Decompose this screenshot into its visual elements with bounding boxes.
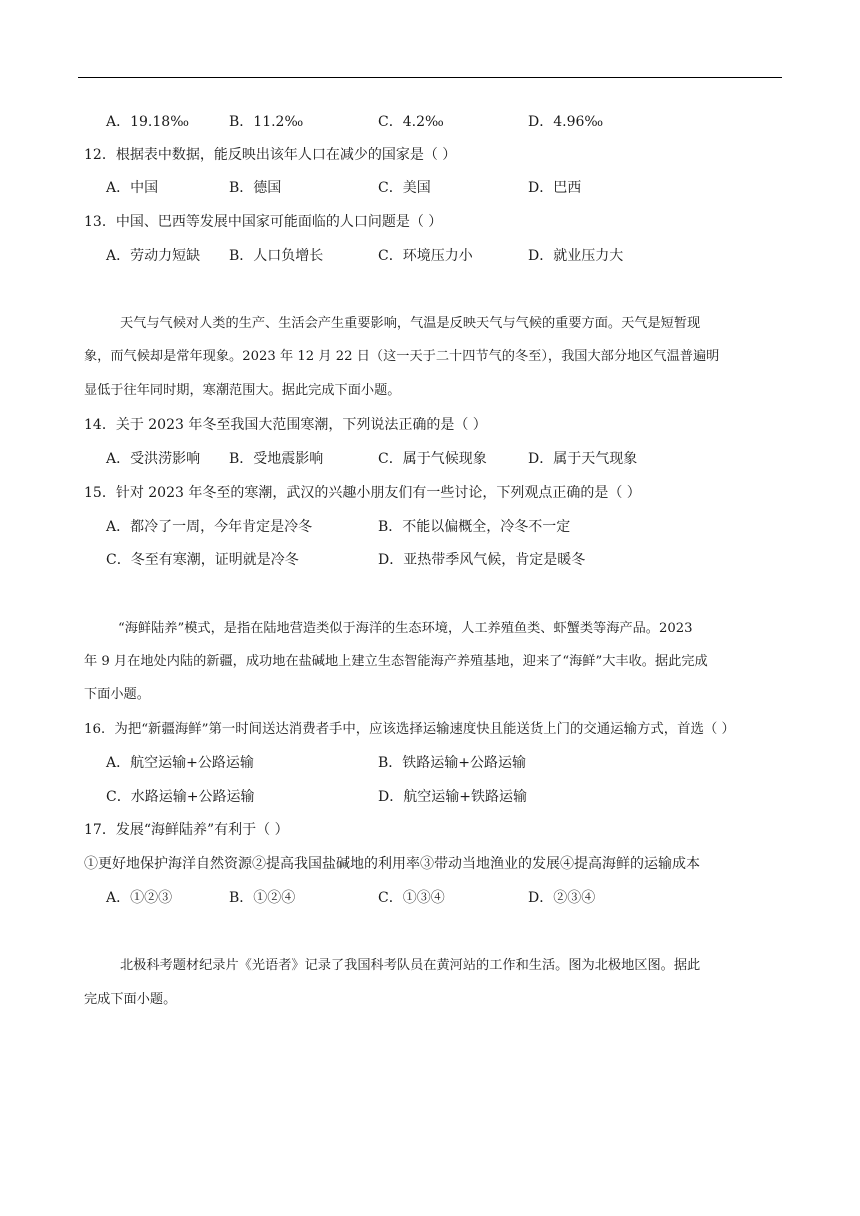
q11-option-c: C．4.2‰	[378, 114, 444, 130]
q12-option-a: A．中国	[106, 180, 159, 196]
q13-option-a: A．劳动力短缺	[106, 248, 201, 264]
q13-option-d: D．就业压力大	[528, 248, 624, 264]
passage2-line-3: 下面小题。	[84, 687, 150, 702]
q17-stem: 17．发展“海鲜陆养”有利于（ ）	[84, 822, 289, 838]
q14-stem: 14．关于 2023 年冬至我国大范围寒潮，下列说法正确的是（ ）	[84, 417, 487, 433]
q17-option-c: C．①③④	[378, 890, 445, 906]
q16-option-a: A．航空运输+公路运输	[106, 755, 254, 771]
q13-stem: 13．中国、巴西等发展中国家可能面临的人口问题是（ ）	[84, 214, 443, 230]
q16-option-b: B．铁路运输+公路运输	[378, 755, 527, 771]
q15-option-a: A．都冷了一周，今年肯定是冷冬	[106, 519, 313, 535]
passage3-line-1: 北极科考题材纪录片《光语者》记录了我国科考队员在黄河站的工作和生活。图为北极地区图。据此	[120, 958, 701, 973]
q16-option-c: C．水路运输+公路运输	[106, 789, 255, 805]
q14-option-d: D．属于天气现象	[528, 451, 638, 467]
q14-option-a: A．受洪涝影响	[106, 451, 201, 467]
passage1-line-2: 象，而气候却是常年现象。2023 年 12 月 22 日（这一天于二十四节气的冬至），我国大部分地区气温普遍明	[84, 349, 720, 364]
q12-stem: 12．根据表中数据，能反映出该年人口在减少的国家是（ ）	[84, 147, 457, 163]
q16-stem: 16．为把“新疆海鲜”第一时间送达消费者手中，应该选择运输速度快且能送货上门的交通运输方式，首选（ ）	[84, 722, 735, 737]
q17-option-a: A．①②③	[106, 890, 173, 906]
q12-option-c: C．美国	[378, 180, 431, 196]
q16-option-d: D．航空运输+铁路运输	[378, 789, 527, 805]
q13-option-b: B．人口负增长	[229, 248, 324, 264]
header-rule	[78, 77, 782, 78]
passage3-line-2: 完成下面小题。	[84, 992, 177, 1007]
q17-option-b: B．①②④	[229, 890, 296, 906]
q14-option-c: C．属于气候现象	[378, 451, 487, 467]
q15-option-b: B．不能以偏概全，冷冬不一定	[378, 519, 571, 535]
q11-option-b: B．11.2‰	[229, 114, 304, 130]
q12-option-b: B．德国	[229, 180, 282, 196]
q13-option-c: C．环境压力小	[378, 248, 473, 264]
q12-option-d: D．巴西	[528, 180, 582, 196]
passage2-line-1: “海鲜陆养”模式，是指在陆地营造类似于海洋的生态环境，人工养殖鱼类、虾蟹类等海产品。2023	[118, 621, 693, 636]
q17-statements: ①更好地保护海洋自然资源②提高我国盐碱地的利用率③带动当地渔业的发展④提高海鲜的运输成本	[84, 856, 700, 872]
q15-stem: 15．针对 2023 年冬至的寒潮，武汉的兴趣小朋友们有一些讨论，下列观点正确的是（ ）	[84, 485, 641, 501]
q11-option-a: A．19.18‰	[106, 114, 189, 130]
q11-option-d: D．4.96‰	[528, 114, 604, 130]
q15-option-d: D．亚热带季风气候，肯定是暖冬	[378, 552, 586, 568]
q14-option-b: B．受地震影响	[229, 451, 324, 467]
passage1-line-1: 天气与气候对人类的生产、生活会产生重要影响，气温是反映天气与气候的重要方面。天气是短暂现	[120, 316, 701, 331]
passage2-line-2: 年 9 月在地处内陆的新疆，成功地在盐碱地上建立生态智能海产养殖基地，迎来了“海鲜”大丰收。据此完成	[84, 654, 708, 669]
q15-option-c: C．冬至有寒潮，证明就是冷冬	[106, 552, 299, 568]
passage1-line-3: 显低于往年同时期，寒潮范围大。据此完成下面小题。	[84, 383, 401, 398]
q17-option-d: D．②③④	[528, 890, 596, 906]
